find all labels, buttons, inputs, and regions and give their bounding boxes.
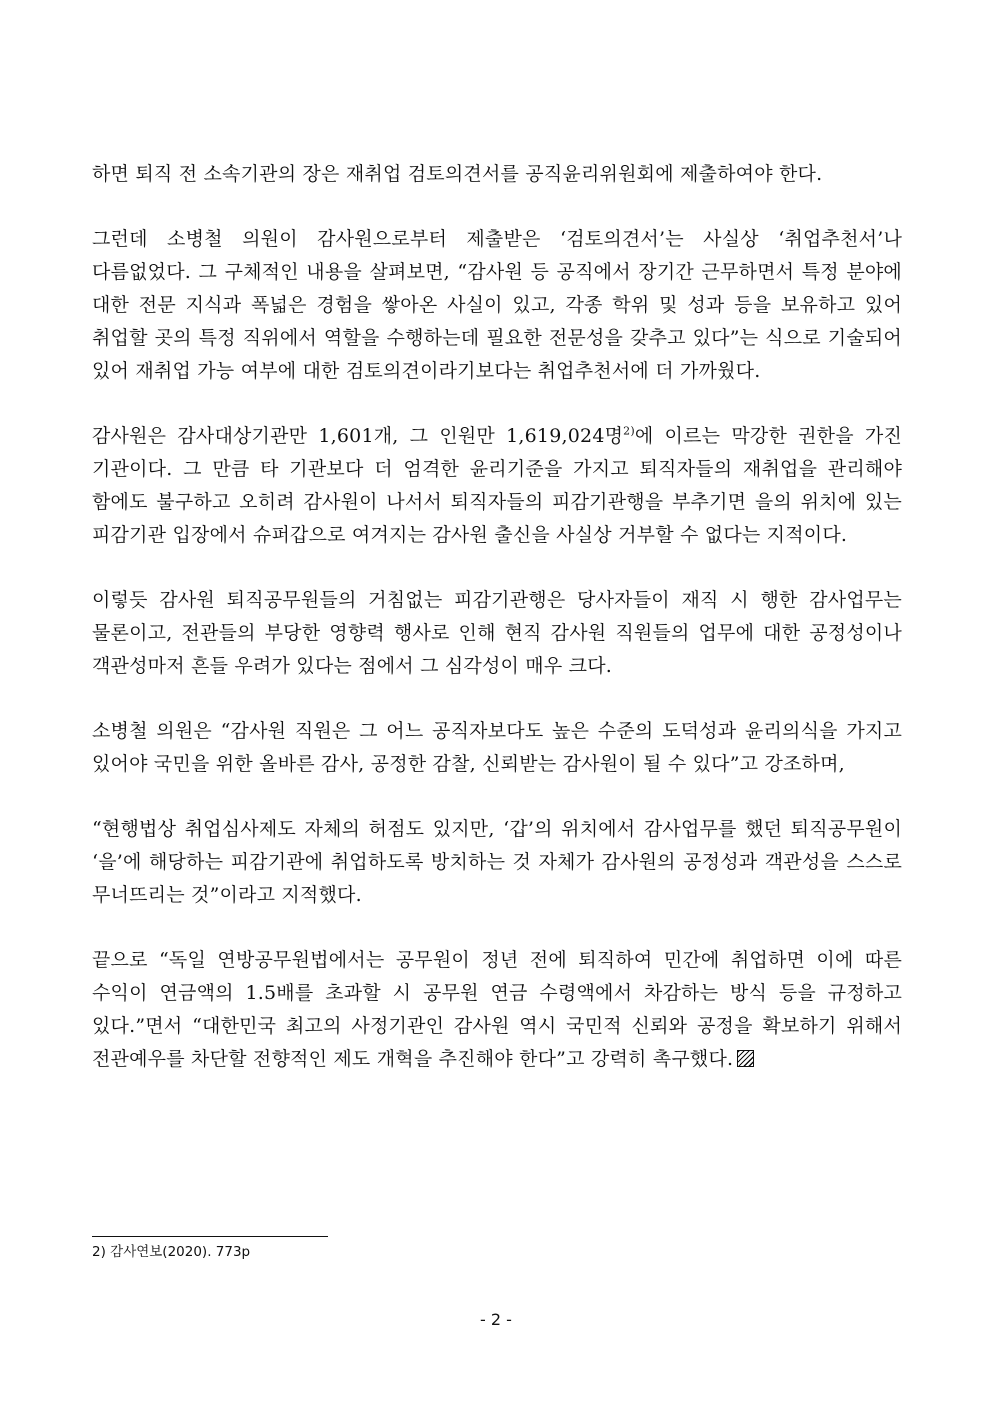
paragraph-7 bbox=[92, 944, 902, 1076]
paragraph-4: 이렇듯 감사원 퇴직공무원들의 거침없는 피감기관행은 당사자들이 재직 시 행한 감사업무는 물론이고, 전관들의 부당한 영향력 행사로 인해 현직 감사원 직원들의 업무에 대한 공정성이나 객관성마저 흔들 우려가 있다는 점에서 그 심각성이 매우 크다. bbox=[92, 589, 902, 677]
paragraph-7-text: 끝으로 “독일 연방공무원법에서는 공무원이 정년 전에 퇴직하여 민간에 취업하면 이에 따른 수익이 연금액의 1.5배를 초과할 시 공무원 연금 수령액에서 차감하는 방식 등을 규정하고 있다.”면서 “대한민국 최고의 사정기관인 감사원 역시 국민적 신뢰와 공정을 확보하기 위해서 전관예우를 차단할 전향적인 제도 개혁을 추진해야 한다”고 강력히 촉구했다. bbox=[92, 949, 902, 1070]
paragraph-5: 소병철 의원은 “감사원 직원은 그 어느 공직자보다도 높은 수준의 도덕성과 윤리의식을 가지고 있어야 국민을 위한 올바른 감사, 공정한 감찰, 신뢰받는 감사원이 될 수 있다”고 강조하며, bbox=[92, 720, 902, 775]
paragraph-2: 그런데 소병철 의원이 감사원으로부터 제출받은 ‘검토의견서’는 사실상 ‘취업추천서’나 다름없었다. 그 구체적인 내용을 살펴보면, “감사원 등 공직에서 장기간 근무하면서 특정 분야에 대한 전문 지식과 폭넓은 경험을 쌓아온 사실이 있고, 각종 학위 및 성과 등을 보유하고 있어 취업할 곳의 특정 직위에서 역할을 수행하는데 필요한 전문성을 갖추고 있다”는 식으로 기술되어 있어 재취업 가능 여부에 대한 검토의견이라기보다는 취업추천서에 더 가까웠다. bbox=[92, 228, 902, 382]
page-number: - 2 - bbox=[480, 1310, 512, 1329]
paragraph-6: “현행법상 취업심사제도 자체의 허점도 있지만, ‘갑’의 위치에서 감사업무를 했던 퇴직공무원이 ‘을’에 해당하는 피감기관에 취업하도록 방치하는 것 자체가 감사원의 공정성과 객관성을 스스로 무너뜨리는 것”이라고 지적했다. bbox=[92, 818, 902, 906]
paragraph-3-text-after: 에 이르는 막강한 권한을 가진 기관이다. 그 만큼 타 기관보다 더 엄격한 윤리기준을 가지고 퇴직자들의 재취업을 관리해야 함에도 불구하고 오히려 감사원이 나서서 퇴직자들의 피감기관행을 부추기면 을의 위치에 있는 피감기관 입장에서 슈퍼갑으로 여겨지는 감사원 출신을 사실상 거부할 수 없다는 지적이다. bbox=[92, 425, 903, 546]
paragraph-1: 하면 퇴직 전 소속기관의 장은 재취업 검토의견서를 공직윤리위원회에 제출하여야 한다. bbox=[92, 163, 823, 185]
footnote-divider bbox=[92, 1236, 328, 1237]
paragraph-3-text-before: 감사원은 감사대상기관만 1,601개, 그 인원만 1,619,024명 bbox=[92, 425, 624, 447]
footnote-reference[interactable]: 2) bbox=[623, 424, 635, 438]
document-body bbox=[92, 158, 902, 1076]
hatched-square-icon bbox=[737, 1050, 754, 1067]
paragraph-3 bbox=[92, 420, 902, 552]
footnote: 2) 감사연보(2020). 773p bbox=[92, 1244, 251, 1260]
